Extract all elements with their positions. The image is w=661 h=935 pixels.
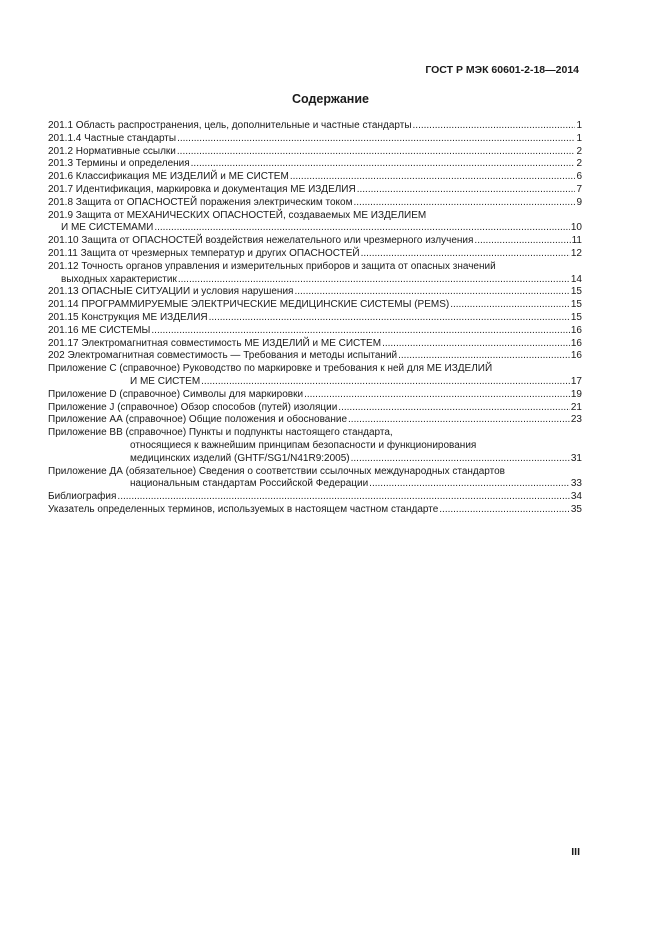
toc-entry-title: 201.14 ПРОГРАММИРУЕМЫЕ ЭЛЕКТРИЧЕСКИЕ МЕДИЦИНСКИЕ СИСТЕМЫ (PEMS) xyxy=(48,299,450,311)
toc-entry-title: национальным стандартам Российской Федерации xyxy=(130,478,369,490)
toc-entry[interactable] xyxy=(48,312,582,325)
dot-leader xyxy=(351,453,570,466)
page-title: Содержание xyxy=(291,92,369,106)
dot-leader xyxy=(353,197,575,210)
toc-entry[interactable] xyxy=(48,171,582,184)
toc-page-number: 33 xyxy=(570,478,582,490)
document-header: ГОСТ Р МЭК 60601-2-18—2014 xyxy=(425,64,579,76)
toc-page-number: 16 xyxy=(570,324,582,336)
toc-entry[interactable] xyxy=(48,491,582,504)
toc-entry[interactable] xyxy=(48,248,582,261)
dot-leader xyxy=(413,120,576,133)
toc-entry[interactable] xyxy=(48,427,582,465)
dot-leader xyxy=(439,504,570,517)
toc-entry-title: медицинских изделий (GHTF/SG1/N41R9:2005) xyxy=(130,452,350,464)
toc-page-number: 14 xyxy=(570,273,582,285)
toc-page-number: 21 xyxy=(570,401,582,413)
toc-entry[interactable] xyxy=(48,158,582,171)
dot-leader xyxy=(304,389,570,402)
toc-entry-title: 201.13 ОПАСНЫЕ СИТУАЦИИ и условия нарушения xyxy=(48,286,294,298)
dot-leader xyxy=(177,133,575,146)
toc-page-number: 7 xyxy=(576,183,582,195)
toc-entry-title: 201.1 Область распространения, цель, дополнительные и частные стандарты xyxy=(48,120,412,131)
dot-leader xyxy=(151,325,569,338)
toc-entry[interactable] xyxy=(48,184,582,197)
toc-entry-title: Приложение АА (справочное) Общие положения и обоснование xyxy=(48,414,348,426)
dot-leader xyxy=(209,312,570,325)
toc-entry-title: 201.6 Классификация МЕ ИЗДЕЛИЙ и МЕ СИСТЕМ xyxy=(48,171,289,183)
toc-entry-title: Приложение ВВ (справочное) Пункты и подпункты настоящего стандарта, xyxy=(48,427,393,439)
toc-page-number: 9 xyxy=(576,196,582,208)
toc-entry-title: 201.7 Идентификация, маркировка и документация МЕ ИЗДЕЛИЯ xyxy=(48,183,356,195)
toc-entry[interactable] xyxy=(48,286,582,299)
toc-page-number: 15 xyxy=(570,299,582,311)
toc-page-number: 19 xyxy=(570,388,582,400)
dot-leader xyxy=(154,222,570,235)
toc-entry-title: Приложение ДА (обязательное) Сведения о соответствии ссылочных международных стандартов xyxy=(48,465,505,477)
toc-entry[interactable] xyxy=(48,414,582,427)
toc-page-number: 2 xyxy=(576,145,582,157)
toc-entry[interactable] xyxy=(48,466,582,492)
dot-leader xyxy=(361,248,570,261)
toc-entry-title: Библиография xyxy=(48,491,117,503)
toc-entry-title: 201.3 Термины и определения xyxy=(48,158,190,170)
toc-entry[interactable] xyxy=(48,197,582,210)
toc-entry[interactable] xyxy=(48,146,582,159)
dot-leader xyxy=(191,158,576,171)
toc-page-number: 1 xyxy=(576,120,582,131)
toc-entry-title: 201.9 Защита от МЕХАНИЧЕСКИХ ОПАСНОСТЕЙ, создаваемых МЕ ИЗДЕЛИЕМ xyxy=(48,209,427,221)
toc-entry-title: 201.11 Защита от чрезмерных температур и других ОПАСНОСТЕЙ xyxy=(48,247,360,259)
toc-page-number: 16 xyxy=(570,337,582,349)
dot-leader xyxy=(357,184,576,197)
toc-entry-title: 202 Электромагнитная совместимость — Требования и методы испытаний xyxy=(48,350,398,362)
toc-entry-title: 201.16 МЕ СИСТЕМЫ xyxy=(48,324,151,336)
toc-entry[interactable] xyxy=(48,504,582,517)
toc-entry-title: 201.15 Конструкция МЕ ИЗДЕЛИЯ xyxy=(48,311,208,323)
toc-entry[interactable] xyxy=(48,350,582,363)
toc-page-number: 15 xyxy=(570,311,582,323)
toc-entry-title: 201.17 Электромагнитная совместимость МЕ ИЗДЕЛИЙ и МЕ СИСТЕМ xyxy=(48,337,382,349)
toc-entry[interactable] xyxy=(48,325,582,338)
dot-leader xyxy=(382,338,570,351)
toc-entry-title: 201.8 Защита от ОПАСНОСТЕЙ поражения электрическим током xyxy=(48,196,353,208)
toc-entry[interactable] xyxy=(48,338,582,351)
toc-entry[interactable] xyxy=(48,389,582,402)
toc-page-number: 23 xyxy=(570,414,582,426)
dot-leader xyxy=(450,299,570,312)
toc-entry-title: Приложение С (справочное) Руководство по маркировке и требования к ней для МЕ ИЗДЕЛИЙ xyxy=(48,363,493,375)
toc-page-number: 17 xyxy=(570,375,582,387)
dot-leader xyxy=(398,350,570,363)
toc-entry-title: относящиеся к важнейшим принципам безопасности и функционирования xyxy=(130,439,477,451)
toc-entry[interactable] xyxy=(48,261,582,287)
dot-leader xyxy=(290,171,576,184)
dot-leader xyxy=(177,146,576,159)
toc-entry-title: И МЕ СИСТЕМАМИ xyxy=(61,222,154,234)
toc-entry-title: Приложение J (справочное) Обзор способов (путей) изоляции xyxy=(48,401,338,413)
toc-page-number: 31 xyxy=(570,452,582,464)
dot-leader xyxy=(201,376,570,389)
toc-page-number: 12 xyxy=(570,247,582,259)
dot-leader xyxy=(474,235,570,248)
toc-entry[interactable] xyxy=(48,235,582,248)
table-of-contents xyxy=(48,120,582,517)
dot-leader xyxy=(338,402,570,415)
dot-leader xyxy=(369,478,570,491)
toc-page-number: 15 xyxy=(570,286,582,298)
page-number: III xyxy=(571,846,580,858)
dot-leader xyxy=(294,286,569,299)
toc-entry-title: Указатель определенных терминов, используемых в настоящем частном стандарте xyxy=(48,503,439,515)
toc-entry-title: И МЕ СИСТЕМ xyxy=(130,375,201,387)
toc-entry-title: Приложение D (справочное) Символы для маркировки xyxy=(48,388,304,400)
toc-entry-title: 201.10 Защита от ОПАСНОСТЕЙ воздействия нежелательного или чрезмерного излучения xyxy=(48,235,474,247)
dot-leader xyxy=(117,491,569,504)
toc-page-number: 2 xyxy=(576,158,582,170)
toc-page-number: 16 xyxy=(570,350,582,362)
toc-entry[interactable] xyxy=(48,363,582,389)
toc-entry[interactable] xyxy=(48,210,582,236)
toc-entry[interactable] xyxy=(48,402,582,415)
toc-page-number: 35 xyxy=(570,503,582,515)
toc-page-number: 10 xyxy=(570,222,582,234)
toc-entry[interactable] xyxy=(48,133,582,146)
toc-page-number: 6 xyxy=(576,171,582,183)
toc-entry[interactable] xyxy=(48,299,582,312)
dot-leader xyxy=(178,274,570,287)
toc-entry-title: выходных характеристик xyxy=(61,273,177,285)
toc-page-number: 1 xyxy=(576,132,582,144)
toc-page-number: 11 xyxy=(571,235,582,247)
toc-entry[interactable] xyxy=(48,120,582,133)
toc-entry-title: 201.1.4 Частные стандарты xyxy=(48,132,177,144)
dot-leader xyxy=(348,414,570,427)
toc-entry-title: 201.12 Точность органов управления и измерительных приборов и защита от опасных значений xyxy=(48,260,496,272)
toc-entry-title: 201.2 Нормативные ссылки xyxy=(48,145,176,157)
toc-page-number: 34 xyxy=(570,491,582,503)
